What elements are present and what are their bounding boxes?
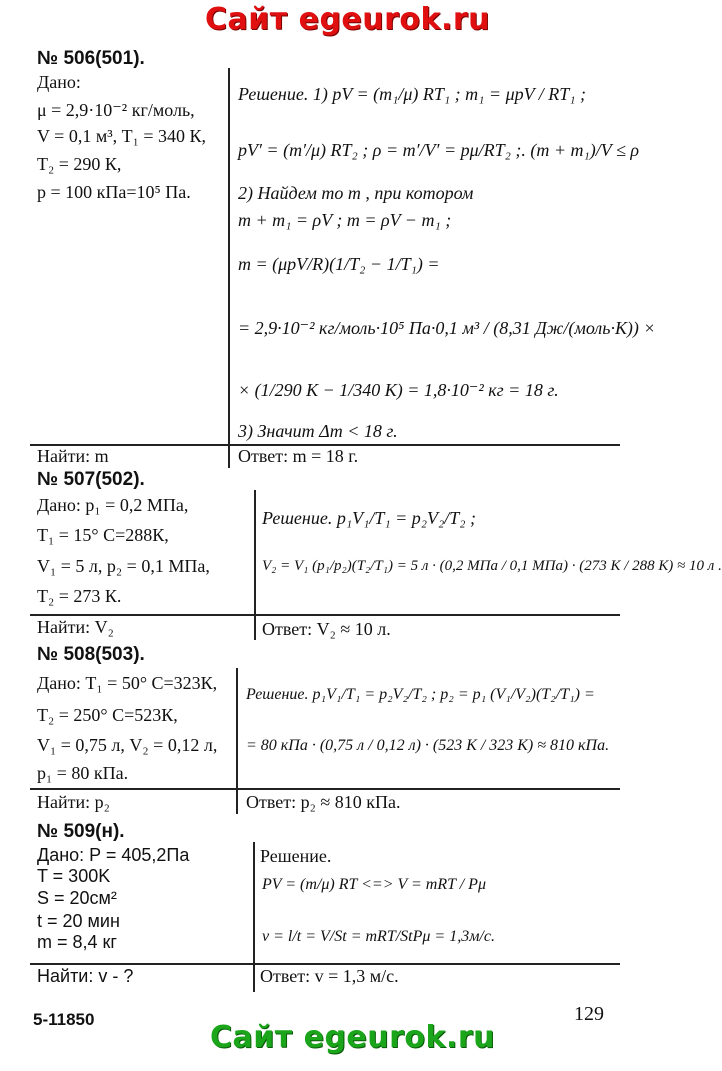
p509-find: Найти: v - ?	[37, 966, 134, 986]
p508-given-line: p₁ = 80 кПа.	[37, 763, 129, 783]
p506-answer: Ответ: m = 18 г.	[238, 446, 359, 466]
p506-given-line: μ = 2,9·10⁻² кг/моль,	[37, 100, 195, 120]
p508-divider-horizontal	[30, 788, 620, 790]
p508-given-line: V₁ = 0,75 л, V₂ = 0,12 л,	[37, 735, 218, 755]
p507-solution-line: Решение. p₁V₁/T₁ = p₂V₂/T₂ ;	[262, 508, 477, 528]
p506-given-line: T₂ = 290 К,	[37, 154, 122, 174]
p509-solution-line: Решение.	[260, 846, 332, 866]
p507-solution-line: V₂ = V₁ (p₁/p₂)(T₂/T₁) = 5 л · (0,2 МПа / 0,1 МПа) · (273 К / 288 К) ≈ 10 л .	[262, 558, 722, 574]
p507-given-line: V₁ = 5 л, p₂ = 0,1 МПа,	[37, 556, 210, 576]
page-number: 129	[574, 1003, 604, 1025]
p508-find: Найти: p₂	[37, 792, 110, 812]
p506-solution-line: = 2,9·10⁻² кг/моль·10⁵ Па·0,1 м³ / (8,31 Дж/(моль·К)) ×	[238, 318, 656, 338]
p508-answer: Ответ: p₂ ≈ 810 кПа.	[246, 792, 401, 812]
p509-given-line: t = 20 мин	[37, 911, 120, 931]
problem-508-title: № 508(503).	[37, 644, 145, 665]
p508-given-line: T₂ = 250° С=523К,	[37, 705, 178, 725]
p506-solution-line: Решение. 1) pV = (m₁/μ) RT₁ ; m₁ = μpV / RT₁ ;	[238, 84, 587, 104]
p506-find: Найти: m	[37, 446, 109, 466]
p509-given-line: m = 8,4 кг	[37, 932, 117, 952]
p507-given-line: Дано: p₁ = 0,2 МПа,	[37, 495, 189, 515]
p507-find: Найти: V₂	[37, 617, 114, 637]
problem-507-title: № 507(502).	[37, 469, 145, 490]
site-watermark-bottom: Сайт egeurok.ru	[210, 1020, 496, 1055]
p508-solution-line: Решение. p₁V₁/T₁ = p₂V₂/T₂ ; p₂ = p₁ (V₁/V₂)(T₂/T₁) =	[246, 686, 595, 703]
problem-506-title: № 506(501).	[37, 48, 145, 69]
p506-solution-line: 2) Найдем то m , при котором	[238, 183, 474, 203]
p506-solution-line: 3) Значит Δm < 18 г.	[238, 421, 398, 441]
p507-divider-horizontal	[30, 614, 620, 616]
p506-given-label: Дано:	[37, 72, 81, 92]
p506-solution-line: m + m₁ = ρV ; m = ρV − m₁ ;	[238, 210, 452, 230]
p507-given-line: T₁ = 15° С=288К,	[37, 525, 169, 545]
p506-solution-line: m = (μpV/R)(1/T₂ − 1/T₁) =	[238, 254, 440, 274]
p506-divider-vertical	[228, 68, 230, 468]
p506-solution-line: × (1/290 К − 1/340 К) = 1,8·10⁻² кг = 18 г.	[238, 380, 559, 400]
p506-given-line: V = 0,1 м³, T₁ = 340 К,	[37, 126, 207, 146]
p509-answer: Ответ: v = 1,3 м/с.	[260, 966, 399, 986]
p508-solution-line: = 80 кПа · (0,75 л / 0,12 л) · (523 К / 323 К) ≈ 810 кПа.	[246, 737, 610, 754]
site-watermark-top: Сайт egeurok.ru	[205, 2, 491, 37]
p506-solution-line: pV′ = (m′/μ) RT₂ ; ρ = m′/V′ = pμ/RT₂ ;. (m + m₁)/V ≤ ρ	[238, 140, 639, 160]
p507-given-line: T₂ = 273 К.	[37, 586, 122, 606]
p509-solution-line: v = l/t = V/St = mRT/StPμ = 1,3м/с.	[262, 928, 495, 945]
p509-solution-line: PV = (m/μ) RT <=> V = mRT / Pμ	[262, 876, 486, 893]
p508-given-line: Дано: T₁ = 50° С=323К,	[37, 673, 218, 693]
p509-given-line: T = 300K	[37, 866, 111, 886]
p506-given-line: p = 100 кПа=10⁵ Па.	[37, 182, 191, 202]
p509-given-line: S = 20см²	[37, 888, 117, 908]
problem-509-title: № 509(н).	[37, 821, 125, 842]
p507-answer: Ответ: V₂ ≈ 10 л.	[262, 619, 391, 639]
p509-divider-vertical	[253, 842, 255, 992]
p509-given-line: Дано: P = 405,2Па	[37, 845, 190, 865]
p509-divider-horizontal	[30, 963, 620, 965]
p507-divider-vertical	[254, 490, 256, 640]
footer-code: 5-11850	[33, 1010, 95, 1029]
p508-divider-vertical	[236, 668, 238, 814]
